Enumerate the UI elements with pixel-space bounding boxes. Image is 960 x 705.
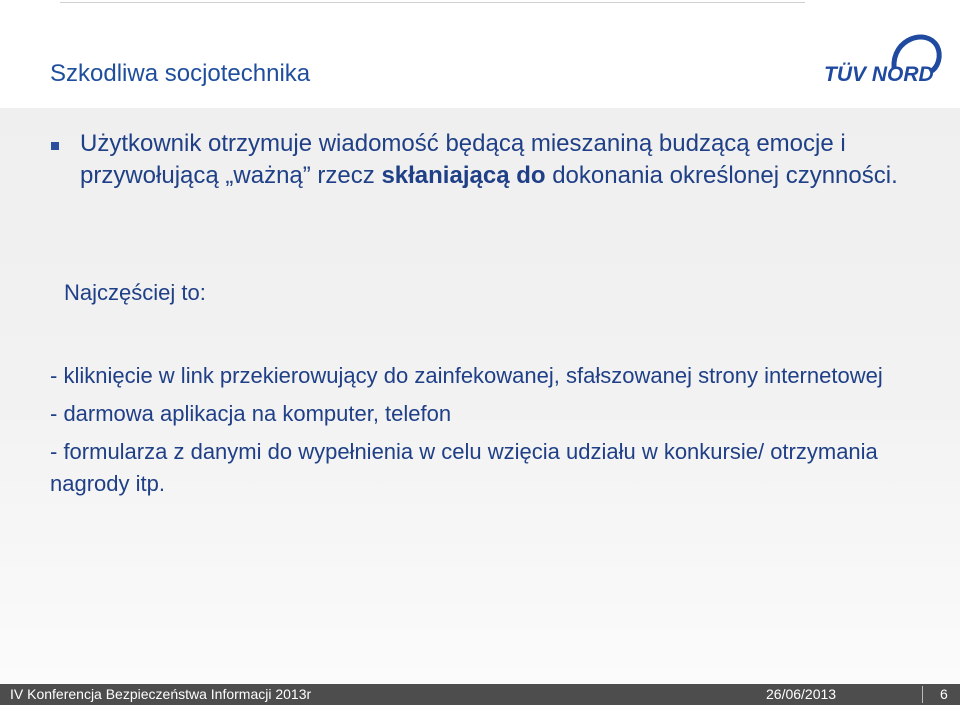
lead-text: Najczęściej to:: [64, 280, 206, 305]
list-item: - kliknięcie w link przekierowujący do zainfekowanej, sfałszowanej strony internetowej: [50, 363, 883, 388]
footer-conference: IV Konferencja Bezpieczeństwa Informacji 2013r: [10, 686, 312, 702]
list-item: - darmowa aplikacja na komputer, telefon: [50, 401, 452, 426]
bullet-text-bold: skłaniającą do: [381, 162, 546, 189]
page-number: 6: [940, 686, 948, 702]
items-list: [50, 360, 930, 506]
top-divider: [60, 2, 805, 3]
main-bullet: [50, 128, 930, 192]
bullet-text-part2: dokonania określonej czynności.: [545, 162, 898, 189]
bullet-text-part1: Użytkownik otrzymuje wiadomość będącą mieszaniną budzącą emocje i przywołującą „ważną” rzecz: [80, 130, 846, 189]
svg-text:TÜV NORD: TÜV NORD: [824, 63, 934, 86]
tuv-nord-logo: [822, 28, 947, 88]
footer-date: 26/06/2013: [766, 686, 837, 702]
slide-title: Szkodliwa socjotechnika: [50, 60, 311, 87]
footer-separator: [922, 686, 923, 703]
footer-bar: [0, 684, 960, 705]
bullet-square-icon: [51, 142, 59, 150]
list-item: - formularza z danymi do wypełnienia w celu wzięcia udziału w konkursie/ otrzymania nagrody itp.: [50, 439, 878, 496]
